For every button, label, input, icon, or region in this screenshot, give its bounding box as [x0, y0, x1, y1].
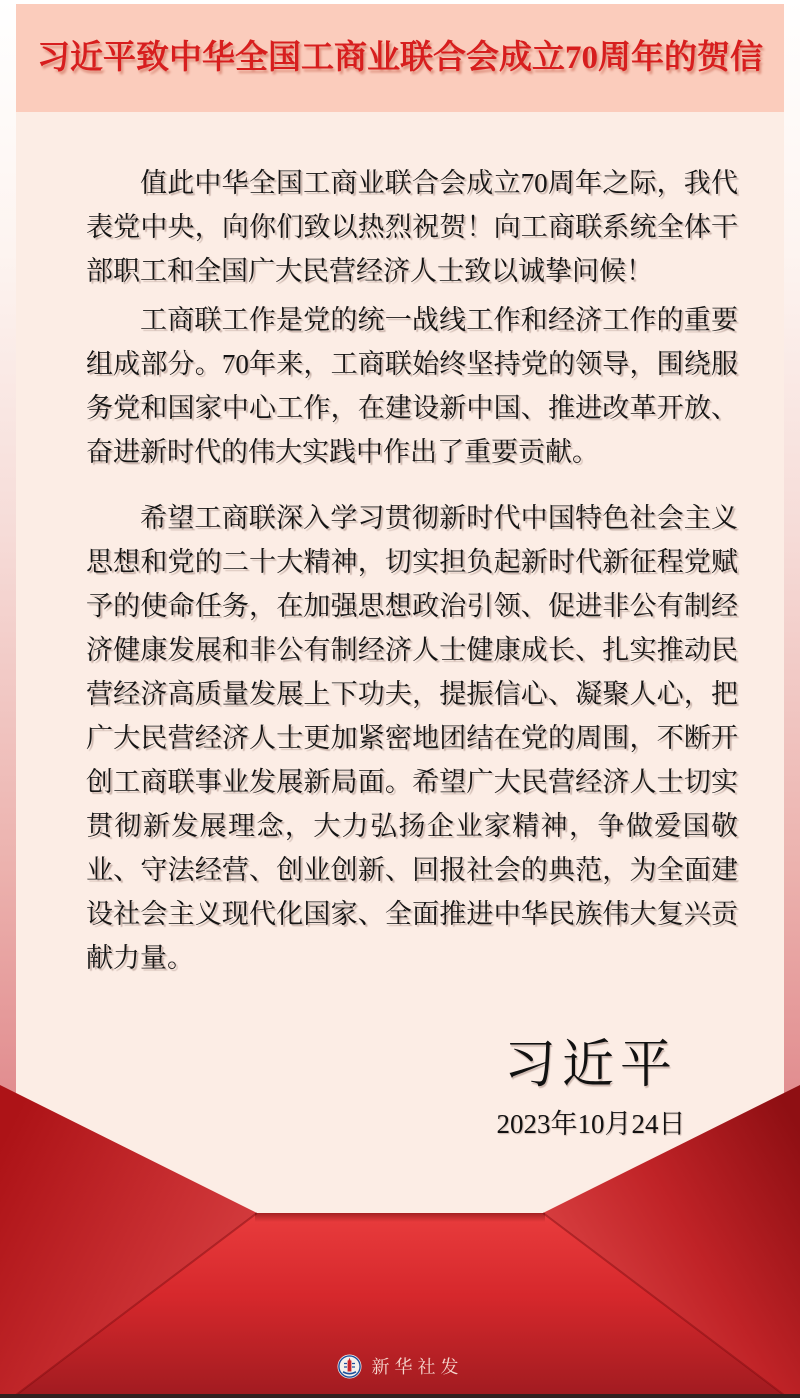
- letter-paragraph: 值此中华全国工商业联合会成立70周年之际，我代表党中央，向你们致以热烈祝贺！向工商联系统全体干部职工和全国广大民营经济人士致以诚挚问候！: [86, 168, 738, 286]
- bottom-edge: [0, 1394, 800, 1398]
- page-title: 习近平致中华全国工商业联合会成立70周年的贺信: [37, 40, 763, 76]
- letter-paragraph: 希望工商联深入学习贯彻新时代中国特色社会主义思想和党的二十大精神，切实担负起新时代新征程党赋予的使命任务，在加强思想政治引领、促进非公有制经济健康发展和非公有制经济人士健康成长、扎实推动民营经济高质量发展上下功夫，提振信心、凝聚人心，把广大民营经济人士更加紧密地团结在党的周围，不断开创工商联事业发展新局面。希望广大民营经济人士切实贯彻新发展理念，大力弘扬企业家精神，争做爱国敬业、守法经营、创业创新、回报社会的典范，为全面建设社会主义现代化国家、全面推进中华民族伟大复兴贡献力量。: [86, 503, 738, 973]
- credit-footer: [0, 1346, 800, 1386]
- letter-date: 2023年10月24日: [496, 1109, 686, 1139]
- signature: 习近平: [503, 1037, 678, 1094]
- paper-edge-shadow: [255, 1213, 545, 1222]
- credit-text: 新华社发: [371, 1357, 464, 1377]
- letter-paragraph: 工商联工作是党的统一战线工作和经济工作的重要组成部分。70年来，工商联始终坚持党的领导，围绕服务党和国家中心工作，在建设新中国、推进改革开放、奋进新时代的伟大实践中作出了重要贡献。: [86, 305, 738, 467]
- xinhua-logo-icon: [337, 1354, 362, 1379]
